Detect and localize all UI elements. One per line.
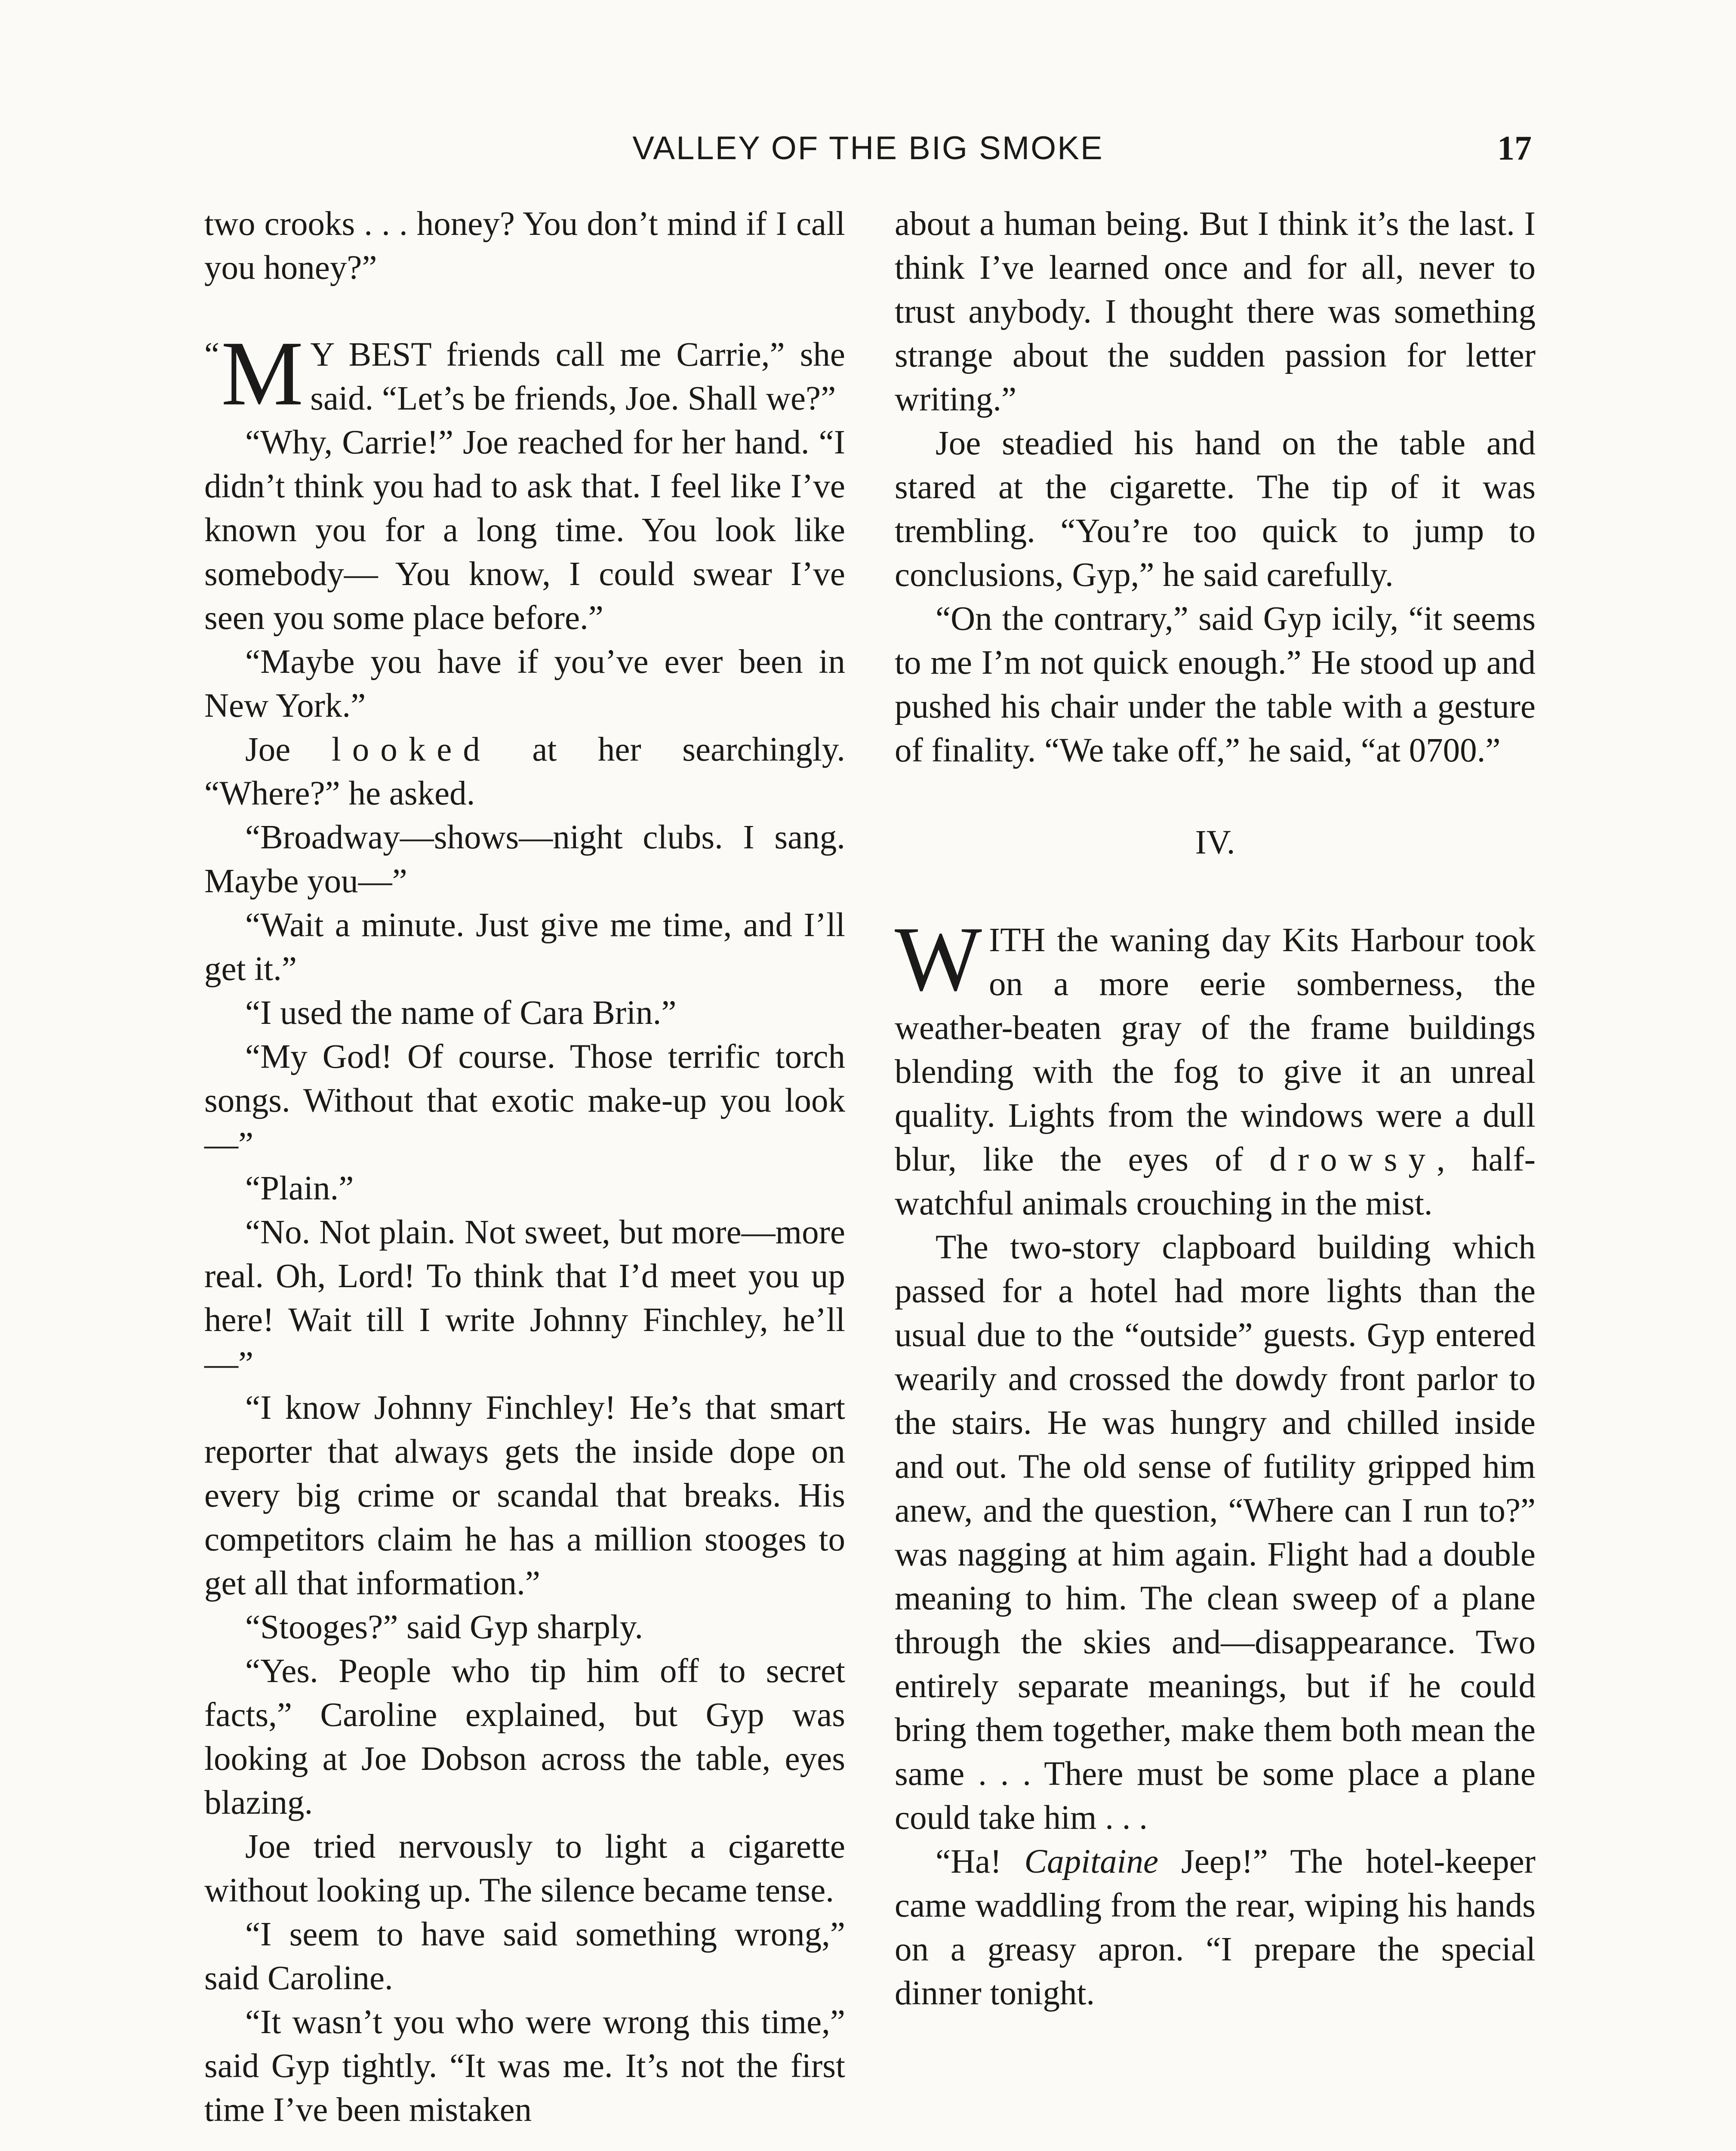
paragraph-text: “Ha!: [936, 1843, 1025, 1880]
paragraph: “I used the name of Cara Brin.”: [245, 994, 677, 1032]
paragraph: The two-story clapboard building which passed for a hotel had more lights than the usual due to the “outside” guests. Gyp entered wearily and crossed the dowdy front parlor to the stairs. He was hungry and chilled inside and out. The old sense of futility gripped him anew, and the question, “Where can I run to?” was nagging at him again. Flight had a double meaning to him. The clean sweep of a plane through the skies and—disappearance. Two entirely separate meanings, but if he could bring them together, make them both mean the same . . . There must be some place a plane could take him . . .: [895, 1229, 1536, 1837]
paragraph-text: Joe: [245, 731, 332, 768]
paragraph: “Broadway—shows—night clubs. I sang. Maybe you—”: [204, 819, 845, 900]
paragraph: “On the contrary,” said Gyp icily, “it seems to me I’m not quick enough.” He stood up and pushed his chair under the table with a gesture of finality. “We take off,” he said, “at 0700.”: [895, 600, 1536, 769]
section-number: IV.: [1195, 824, 1235, 861]
paragraph-text: at her searchingly. “Where?” he asked.: [204, 731, 845, 812]
spaced-word: drowsy: [1269, 1141, 1437, 1178]
spaced-word: looked: [331, 731, 491, 768]
opening-quote: “: [204, 336, 220, 373]
running-title: VALLEY OF THE BIG SMOKE: [632, 130, 1104, 166]
paragraph: “Yes. People who tip him off to secret facts,” Caroline explained, but Gyp was looking at Joe Dobson across the table, eyes blazing.: [204, 1652, 845, 1821]
paragraph-text: , half-watchful animals crouching in the mist.: [895, 1141, 1536, 1222]
paragraph: “No. Not plain. Not sweet, but more—more real. Oh, Lord! To think that I’d meet you up here! Wait till I write Johnny Finchley, he’ll—”: [204, 1214, 845, 1383]
page-number: 17: [1497, 129, 1532, 167]
paragraph-text: ITH the waning day Kits Harbour took on a more eerie somberness, the weather-beaten gray of the frame buildings blending with the fog to give it an unreal quality. Lights from the windows were a dull blur, like the eyes of: [895, 921, 1536, 1178]
paragraph: “My God! Of course. Those terrific torch songs. Without that exotic make-up you look—”: [204, 1038, 845, 1163]
paragraph: [204, 728, 845, 816]
paragraph-text: Jeep!” The hotel-keeper came waddling from the rear, wiping his hands on a greasy apron. “I prepare the special dinner tonight.: [895, 1843, 1536, 2012]
paragraph: “Why, Carrie!” Joe reached for her hand. “I didn’t think you had to ask that. I feel like I’ve known you for a long time. You look like somebody— You know, I could swear I’ve seen you some place before.”: [204, 424, 845, 637]
paragraph: Joe tried nervously to light a cigarette without looking up. The silence became tense.: [204, 1828, 845, 1909]
paragraph-dropcap: [204, 322, 845, 425]
paragraph: “It wasn’t you who were wrong this time,” said Gyp tightly. “It was me. It’s not the first time I’ve been mistaken: [204, 2003, 845, 2129]
paragraph-text: Y BEST friends call me Carrie,” she said. “Let’s be friends, Joe. Shall we?”: [310, 336, 845, 417]
paragraph-dropcap: [895, 907, 1536, 1226]
paragraph: about a human being. But I think it’s the last. I think I’ve learned once and for all, never to trust anybody. I thought there was something strange about the sudden passion for letter writing.”: [895, 205, 1536, 418]
paragraph: [895, 1840, 1536, 2015]
italic-word: Capitaine: [1024, 1843, 1159, 1880]
right-column: [895, 202, 1536, 2015]
paragraph: two crooks . . . honey? You don’t mind if I call you honey?”: [204, 205, 845, 287]
paragraph: “Stooges?” said Gyp sharply.: [245, 1609, 643, 1646]
paragraph: “Maybe you have if you’ve ever been in New York.”: [204, 643, 845, 724]
paragraph: “Plain.”: [245, 1170, 354, 1207]
paragraph: “Wait a minute. Just give me time, and I’ll get it.”: [204, 906, 845, 988]
drop-cap: W: [895, 907, 982, 1010]
paragraph: “I know Johnny Finchley! He’s that smart reporter that always gets the inside dope on every big crime or scandal that breaks. His competitors claim he has a million stooges to get all that information.”: [204, 1389, 845, 1602]
page-header: [204, 125, 1532, 172]
left-column: [204, 202, 845, 2132]
paragraph: “I seem to have said something wrong,” said Caroline.: [204, 1916, 845, 1997]
drop-cap: M: [221, 322, 304, 425]
paragraph: Joe steadied his hand on the table and stared at the cigarette. The tip of it was trembling. “You’re too quick to jump to conclusions, Gyp,” he said carefully.: [895, 425, 1536, 594]
